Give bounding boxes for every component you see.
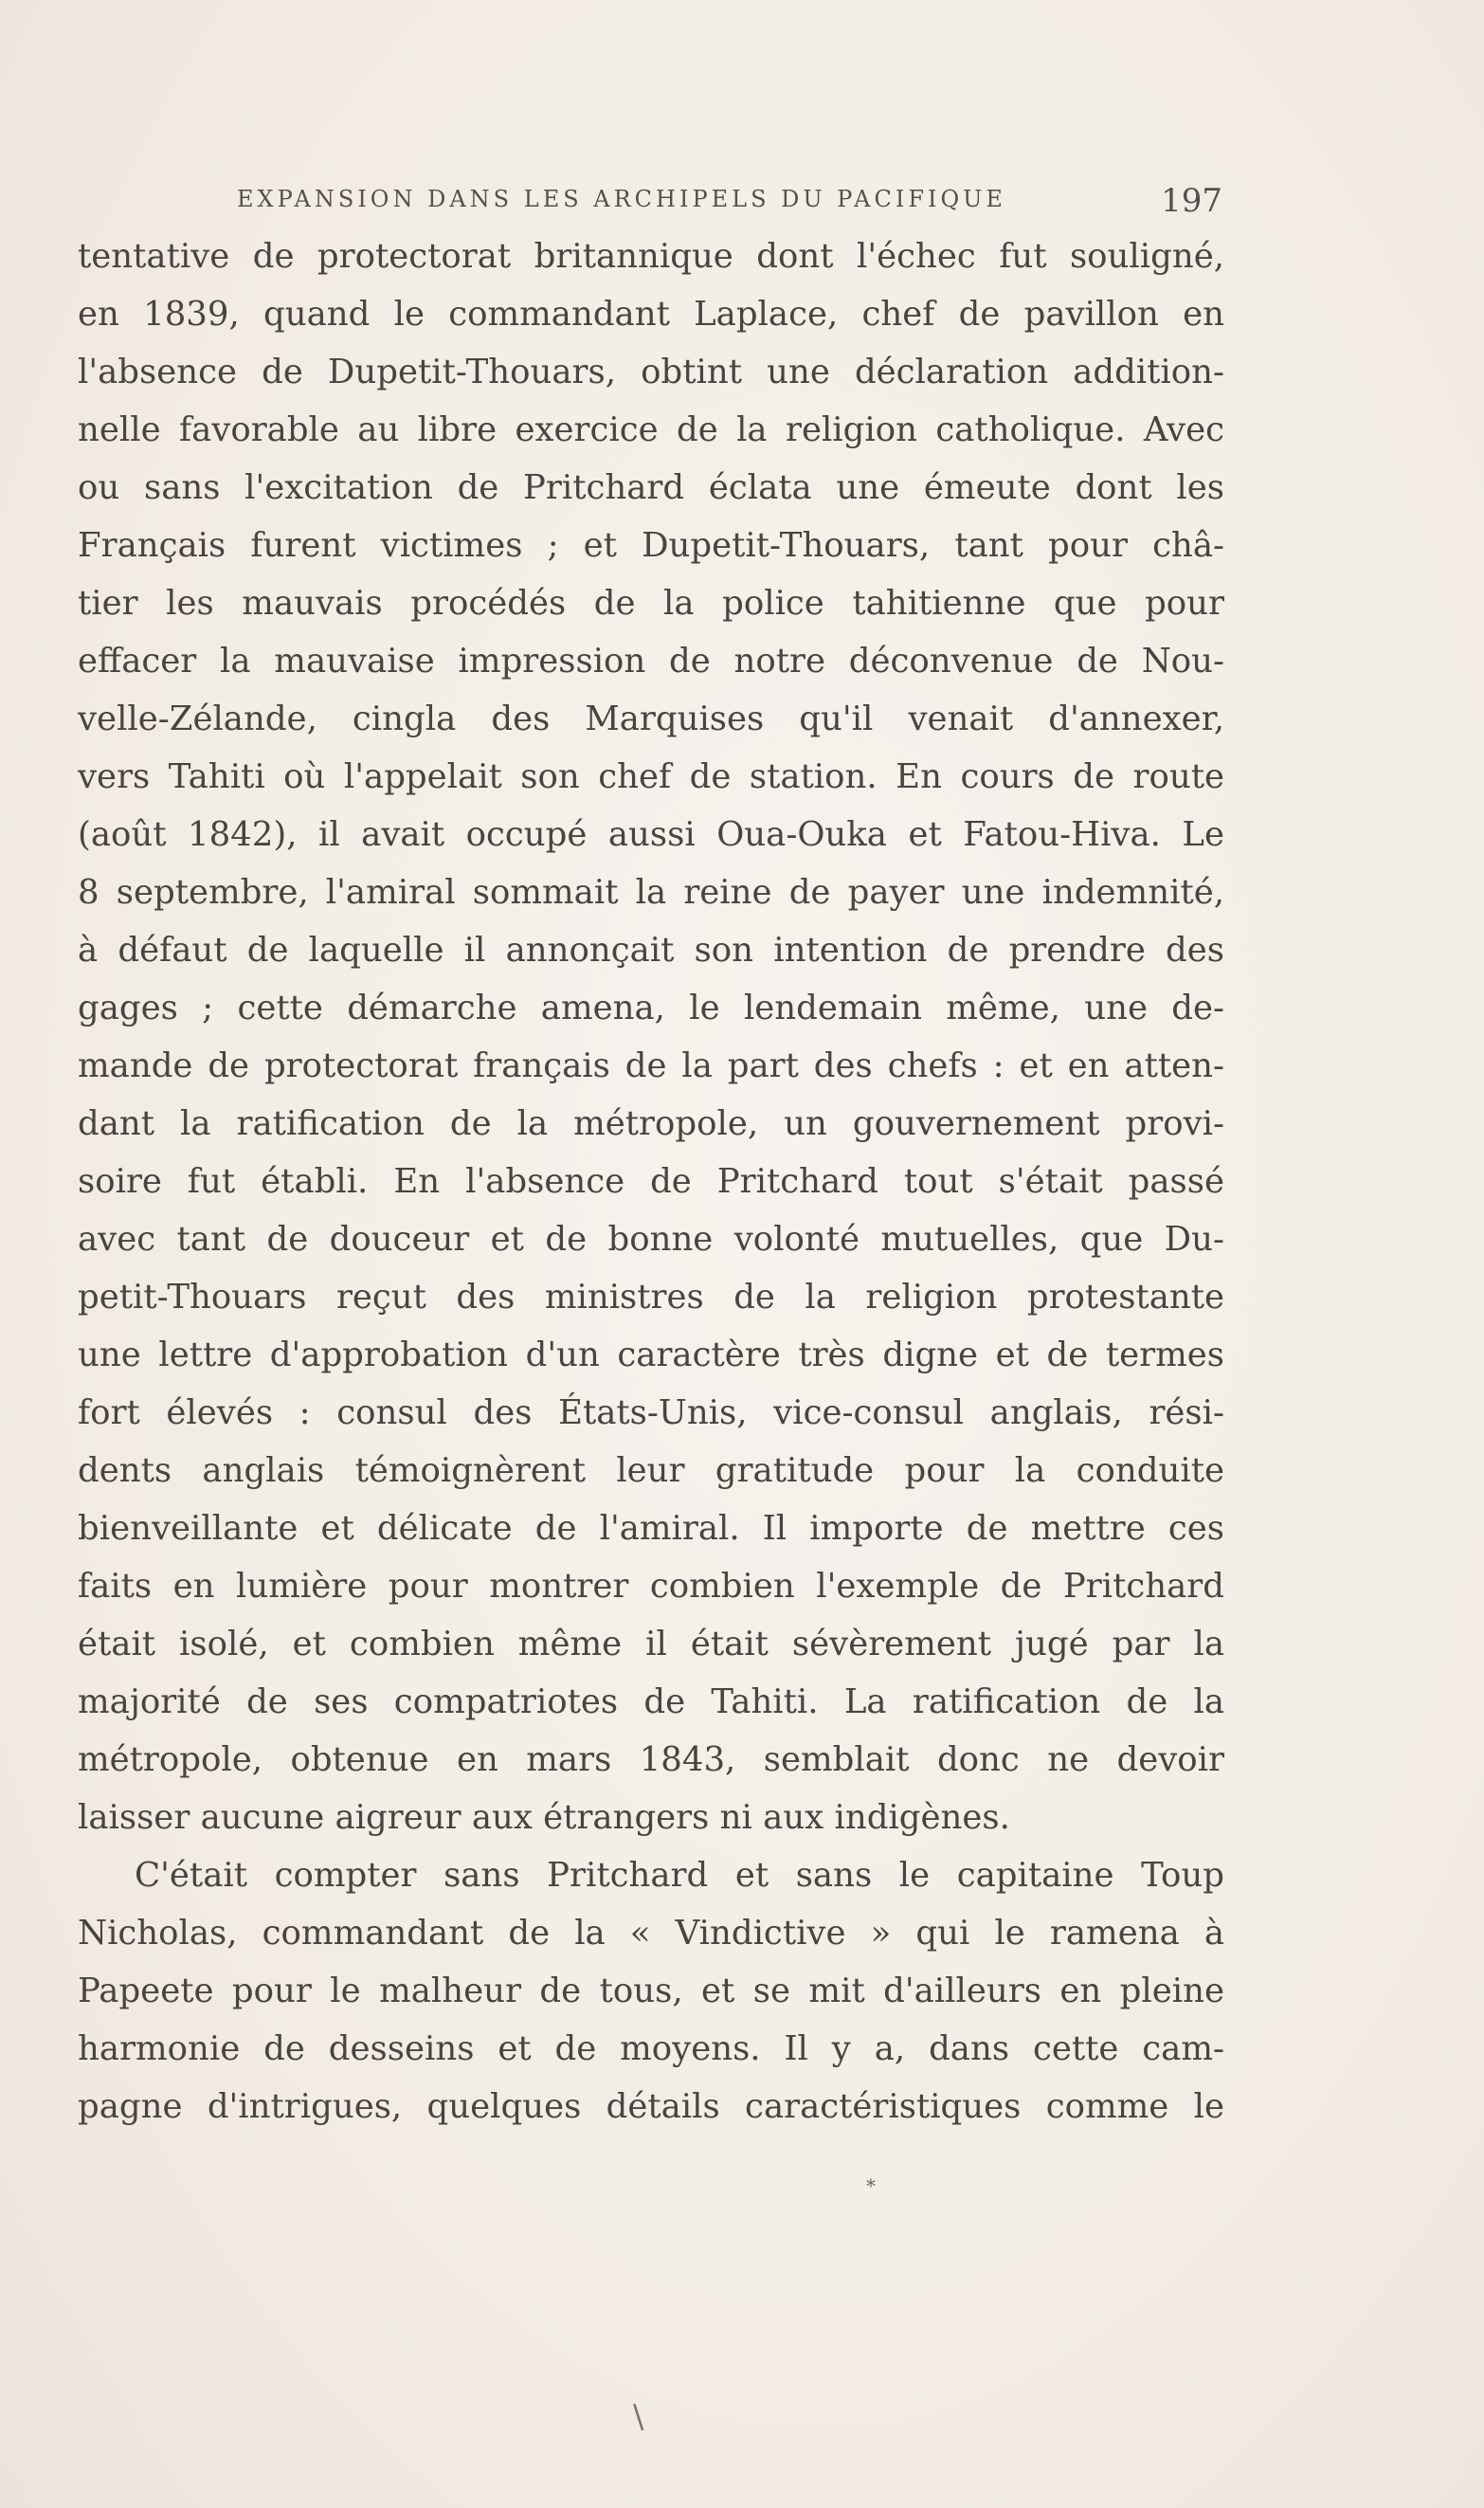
text-line: effacer la mauvaise impression de notre déconvenue de Nou- (78, 642, 1224, 681)
text-line: laisser aucune aigreur aux étrangers ni aux indigènes. (78, 1798, 1010, 1837)
text-line: fort élevés : consul des États-Unis, vice-consul anglais, rési- (78, 1393, 1224, 1432)
text-line: une lettre d'approbation d'un caractère très digne et de termes (78, 1336, 1224, 1374)
text-line: métropole, obtenue en mars 1843, semblait donc ne devoir (78, 1740, 1224, 1779)
stray-slash-mark: \ (633, 2398, 644, 2436)
body-text (78, 227, 1224, 2135)
text-line: gages ; cette démarche amena, le lendemain même, une de- (78, 989, 1224, 1027)
stray-star-mark: * (866, 2174, 876, 2197)
text-line: faits en lumière pour montrer combien l'exemple de Pritchard (78, 1567, 1224, 1606)
text-line: velle-Zélande, cingla des Marquises qu'il venait d'annexer, (78, 700, 1224, 738)
page-number: 197 (1161, 182, 1222, 220)
text-line: en 1839, quand le commandant Laplace, chef de pavillon en (78, 295, 1224, 334)
text-line: tier les mauvais procédés de la police tahitienne que pour (78, 584, 1224, 623)
text-line: Français furent victimes ; et Dupetit-Thouars, tant pour châ- (78, 526, 1224, 565)
text-line: ou sans l'excitation de Pritchard éclata une émeute dont les (78, 468, 1224, 507)
text-line: vers Tahiti où l'appelait son chef de station. En cours de route (78, 757, 1224, 796)
text-line: harmonie de desseins et de moyens. Il y a, dans cette cam- (78, 2029, 1224, 2068)
text-line: dant la ratification de la métropole, un gouvernement provi- (78, 1104, 1224, 1143)
text-line: à défaut de laquelle il annonçait son intention de prendre des (78, 931, 1224, 970)
text-line: majorité de ses compatriotes de Tahiti. La ratification de la (78, 1682, 1224, 1721)
text-line: dents anglais témoignèrent leur gratitude pour la conduite (78, 1451, 1224, 1490)
text-line: avec tant de douceur et de bonne volonté mutuelles, que Du- (78, 1220, 1224, 1259)
text-line: bienveillante et délicate de l'amiral. Il importe de mettre ces (78, 1509, 1224, 1548)
text-line: l'absence de Dupetit-Thouars, obtint une déclaration addition- (78, 353, 1224, 391)
running-head: EXPANSION DANS LES ARCHIPELS DU PACIFIQUE (237, 186, 1006, 212)
page-header (237, 182, 1222, 224)
text-line: mande de protectorat français de la part des chefs : et en atten- (78, 1046, 1224, 1085)
text-line: (août 1842), il avait occupé aussi Oua-Ouka et Fatou-Hiva. Le (78, 815, 1224, 854)
text-line: tentative de protectorat britannique dont l'échec fut souligné, (78, 237, 1224, 276)
text-line: Papeete pour le malheur de tous, et se mit d'ailleurs en pleine (78, 1972, 1224, 2010)
text-line: C'était compter sans Pritchard et sans le capitaine Toup (135, 1856, 1224, 1895)
text-line: Nicholas, commandant de la « Vindictive » qui le ramena à (78, 1914, 1224, 1953)
text-line: était isolé, et combien même il était sévèrement jugé par la (78, 1625, 1224, 1663)
text-line: pagne d'intrigues, quelques détails caractéristiques comme le (78, 2087, 1224, 2126)
text-line: petit-Thouars reçut des ministres de la religion protestante (78, 1278, 1224, 1317)
text-line: soire fut établi. En l'absence de Pritchard tout s'était passé (78, 1162, 1224, 1201)
text-line: 8 septembre, l'amiral sommait la reine de payer une indemnité, (78, 873, 1224, 912)
text-line: nelle favorable au libre exercice de la religion catholique. Avec (78, 410, 1224, 449)
